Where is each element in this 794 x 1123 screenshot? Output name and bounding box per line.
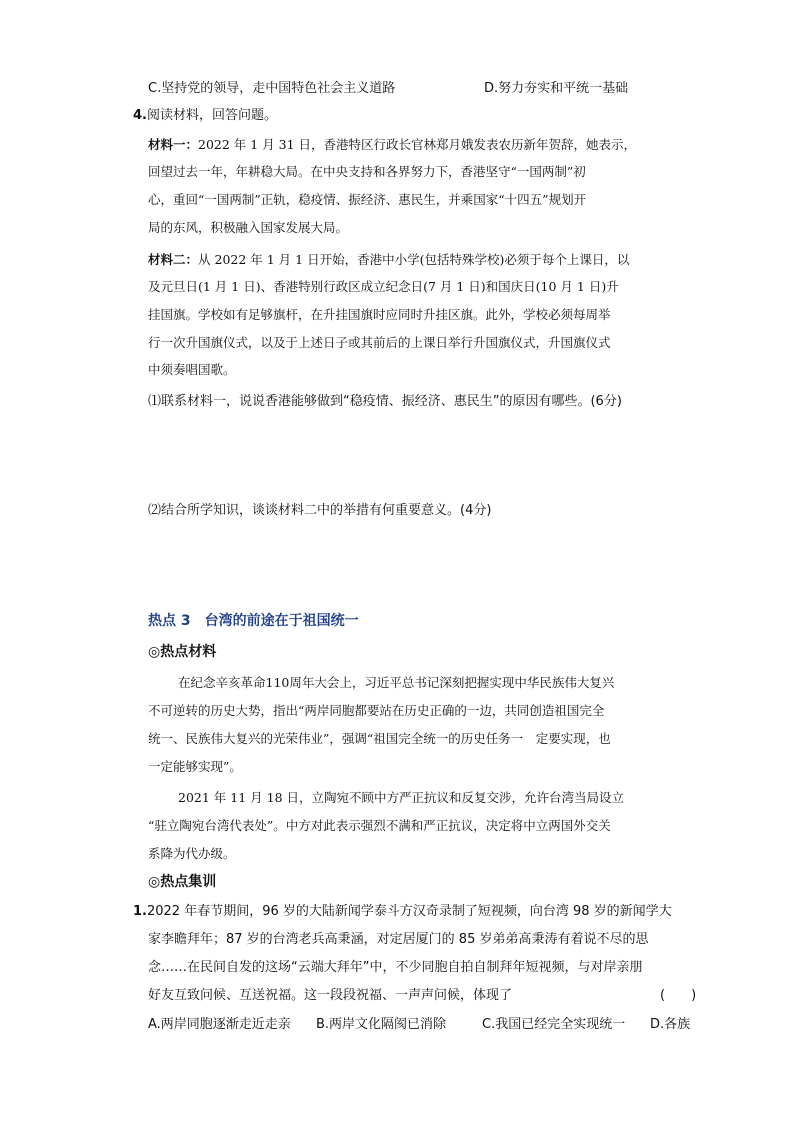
- hot-training-heading: ◎热点集训: [148, 874, 217, 890]
- q1-option-c: C.我国已经完全实现统一: [482, 1017, 626, 1032]
- q3-option-c: C.坚持党的领导，走中国特色社会主义道路: [148, 81, 396, 96]
- q1-option-b: B.两岸文化隔阂已消除: [316, 1017, 447, 1032]
- hot3-para1-line-1: 在纪念辛亥革命110周年大会上，习近平总书记深刻把握实现中华民族伟大复兴: [178, 675, 615, 690]
- hot3-para2-line-2: “驻立陶宛台湾代表处”。中方对此表示强烈不满和严正抗议，决定将中立两国外交关: [148, 818, 611, 833]
- q1-option-a: A.两岸同胞逐渐走近走亲: [148, 1017, 291, 1032]
- q1-option-d: D.各族: [650, 1017, 691, 1032]
- q4-question: [133, 107, 277, 125]
- q4-number: 4.: [133, 108, 147, 123]
- material2-line-3: 挂国旗。学校如有足够旗杆，在升挂国旗时应同时升挂区旗。此外，学校必须每周举: [148, 307, 611, 322]
- q4-sub1: ⑴联系材料一，说说香港能够做到“稳疫情、振经济、惠民生”的原因有哪些。(6分): [148, 394, 622, 409]
- material2-line-2: 及元旦日(1 月 1 日)、香港特别行政区成立纪念日(7 月 1 日)和国庆日(10 月 1 日)升: [148, 279, 619, 294]
- hot-material-heading: ◎热点材料: [148, 644, 217, 660]
- material2-line-1: 材料二：从 2022 年 1 月 1 日开始，香港中小学(包括特殊学校)必须于每个上课日，以: [148, 252, 630, 267]
- q4-sub2: ⑵结合所学知识，谈谈材料二中的举措有何重要意义。(4分): [148, 503, 492, 518]
- q3-option-d: D.努力夯实和平统一基础: [484, 81, 629, 96]
- material1-line-4: 局的东风，积极融入国家发展大局。: [148, 220, 349, 235]
- material1-line-2: 回望过去一年，年耕稳大局。在中央支持和各界努力下，香港坚守“一国两制”初: [148, 164, 586, 179]
- material1-line-3: 心，重回“一国两制”正轨，稳疫情、振经济、惠民生，并乘国家“十四五”规划开: [148, 192, 587, 207]
- hot3-para1-line-4: 一定能够实现”。: [148, 759, 242, 774]
- hot3-para1-line-3: 统一、民族伟大复兴的光荣伟业”，强调“祖国完全统一的历史任务一 定要实现，也: [148, 731, 611, 746]
- material2-label: 材料二：: [148, 252, 199, 267]
- hot3-title: 热点 3 台湾的前途在于祖国统一: [148, 613, 359, 629]
- material2-line-4: 行一次升国旗仪式，以及于上述日子或其前后的上课日举行升国旗仪式，升国旗仪式: [148, 335, 611, 350]
- q4-stem: 阅读材料，回答问题。: [146, 108, 277, 123]
- hot3-para2-line-3: 系降为代办级。: [148, 846, 236, 861]
- material2-line-5: 中须奏唱国歌。: [148, 362, 236, 377]
- material1-line-1: 材料一：2022 年 1 月 31 日，香港特区行政长官林郑月娥发表农历新年贺辞，她表示，: [148, 137, 637, 152]
- q1-line-1: 1.2022 年春节期间，96 岁的大陆新闻学泰斗方汉奇录制了短视频，向台湾 98 岁的新闻学大: [133, 904, 672, 919]
- hot3-para1-line-2: 不可逆转的历史大势，指出“两岸同胞都要站在历史正确的一边，共同创造祖国完全: [148, 703, 605, 718]
- q1-line-2: 家李瞻拜年；87 岁的台湾老兵高秉涵，对定居厦门的 85 岁弟弟高秉涛有着说不尽的思: [148, 932, 649, 947]
- q1-line-3: 念……在民间自发的这场“云端大拜年”中，不少同胞自拍自制拜年短视频，与对岸亲朋: [148, 960, 643, 975]
- q1-number: 1.: [133, 904, 147, 919]
- q1-line-4: 好友互致问候、互送祝福。这一段段祝福、一声声问候，体现了: [148, 988, 513, 1003]
- material1-label: 材料一：: [148, 137, 199, 152]
- q1-answer-blank: ( ): [660, 988, 697, 1003]
- hot3-para2-line-1: 2021 年 11 月 18 日，立陶宛不顾中方严正抗议和反复交涉，允许台湾当局设立: [178, 790, 624, 805]
